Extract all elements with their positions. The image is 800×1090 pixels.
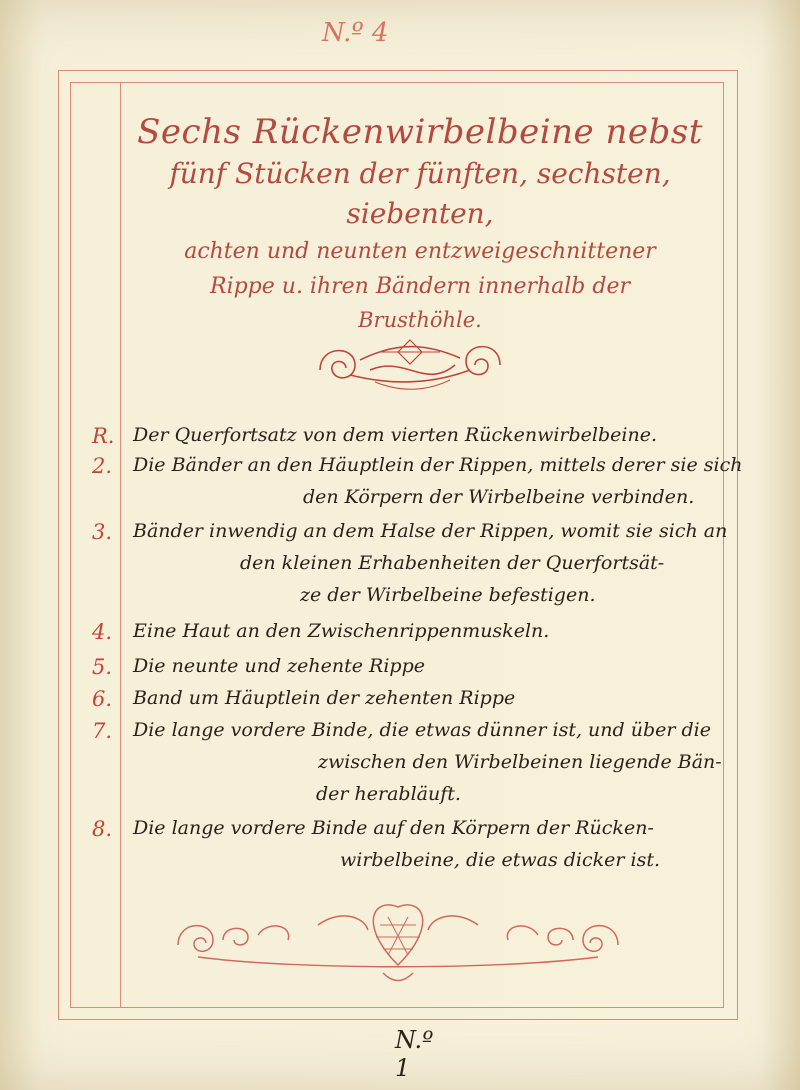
flourish-ornament-top: [310, 330, 510, 400]
legend-item-text: Die Bänder an den Häuptlein der Rippen, mittels derer sie sich: [133, 454, 743, 476]
legend-item-text: zwischen den Wirbelbeinen liegende Bän-: [318, 751, 722, 773]
legend-item-number: 3.: [92, 520, 113, 544]
legend-item-number: 5.: [92, 655, 113, 679]
sheet-number: N.º 4: [322, 18, 389, 48]
legend-item-text: der herabläuft.: [316, 783, 461, 805]
page-title: [110, 110, 730, 336]
legend-item-text: den Körpern der Wirbelbeine verbinden.: [303, 486, 695, 508]
title-line-3: achten und neunten entzweigeschnittener: [184, 239, 656, 264]
legend-item-text: Die lange vordere Binde, die etwas dünner ist, und über die: [133, 719, 711, 741]
legend-item-text: Bänder inwendig an dem Halse der Rippen, womit sie sich an: [133, 520, 728, 542]
legend-item-number: 2.: [92, 454, 113, 478]
legend-item-text: ze der Wirbelbeine befestigen.: [300, 584, 596, 606]
legend-item-number: 6.: [92, 687, 113, 711]
legend-item-text: Band um Häuptlein der zehenten Rippe: [133, 687, 516, 709]
flourish-ornament-bottom: [168, 895, 628, 985]
title-line-4: Rippe u. ihren Bändern innerhalb der: [210, 274, 630, 299]
legend-item-text: Die neunte und zehente Rippe: [133, 655, 425, 677]
legend-item-text: Die lange vordere Binde auf den Körpern der Rücken-: [133, 817, 654, 839]
title-line-2: fünf Stücken der fünften, sechsten, siebenten,: [169, 157, 671, 230]
legend-item-text: den kleinen Erhabenheiten der Querfortsät-: [240, 552, 665, 574]
legend-item-number: 4.: [92, 620, 113, 644]
legend-item-text: wirbelbeine, die etwas dicker ist.: [340, 849, 660, 871]
legend-item-number: R.: [92, 424, 115, 448]
footer-mark: N.º 1: [395, 1026, 434, 1082]
title-line-5: Brusthöhle.: [358, 308, 482, 332]
legend-item-number: 8.: [92, 817, 113, 841]
legend-item-text: Eine Haut an den Zwischenrippenmuskeln.: [133, 620, 550, 642]
title-line-1: Sechs Rückenwirbelbeine nebst: [137, 112, 703, 152]
legend-item-text: Der Querfortsatz von dem vierten Rückenwirbelbeine.: [133, 424, 657, 446]
legend-item-number: 7.: [92, 719, 113, 743]
